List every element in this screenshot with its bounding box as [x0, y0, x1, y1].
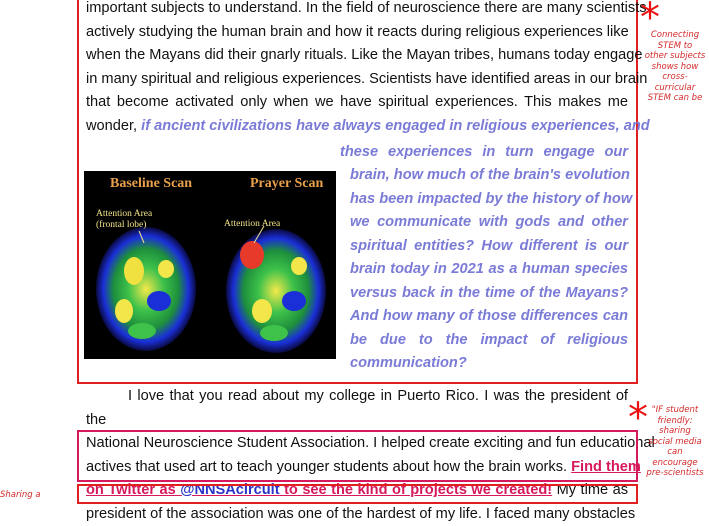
text-line: in many spiritual and religious experiences. Scientists have identified areas in our brain	[86, 68, 628, 92]
attention-area-label-right: Attention Area	[224, 219, 280, 230]
note-line: other subjects	[641, 51, 709, 62]
question-line: we communicate with gods and other	[350, 211, 628, 235]
note-line: "IF student	[643, 405, 707, 416]
question-text: if ancient civilizations have always engaged in religious experiences, and	[141, 118, 650, 134]
text-line: important subjects to understand. In the field of neuroscience there are many scientists	[86, 0, 628, 21]
question-line: these experiences in turn engage our	[340, 141, 628, 165]
margin-note-social	[643, 405, 707, 479]
question-line: brain, how much of the brain's evolution	[350, 164, 628, 188]
note-line: sharing	[643, 426, 707, 437]
text-plain: actives that used art to teach younger students about how the brain works.	[86, 459, 571, 475]
text-plain: My time as	[552, 482, 628, 498]
feedback-box-paragraph2	[77, 484, 638, 504]
margin-note-stem	[641, 30, 709, 104]
margin-note-left: Sharing a	[0, 490, 70, 501]
note-line: cross-	[641, 72, 709, 83]
note-line: curricular	[641, 83, 709, 94]
question-continuation	[340, 141, 628, 165]
text-line: I love that you read about my college in Puerto Rico. I was the president of the	[86, 385, 628, 432]
note-line: pre-scientists	[643, 468, 707, 479]
asterisk-mark: *	[628, 398, 648, 438]
brain-scan-graphic	[84, 171, 336, 359]
question-line: has been impacted by the history of how	[350, 188, 628, 212]
paragraph-1	[86, 0, 628, 138]
attention-area-text: Attention Area	[96, 209, 152, 220]
note-line: social media	[643, 437, 707, 448]
brain-scan-image	[84, 171, 336, 359]
note-line: encourage	[643, 458, 707, 469]
link-text: on Twitter as	[86, 482, 180, 498]
note-line: Connecting	[641, 30, 709, 41]
text-line: National Neuroscience Student Association. I helped create exciting and fun educational	[86, 432, 628, 456]
question-line: And how many of those differences can	[350, 305, 628, 329]
text-line: president of the association was one of the hardest of my life. I faced many obstacles	[86, 503, 628, 526]
question-continuation-lower	[350, 164, 628, 376]
frontal-lobe-text: (frontal lobe)	[96, 220, 152, 231]
note-line: friendly:	[643, 416, 707, 427]
wonder-prefix: wonder,	[86, 118, 141, 134]
baseline-scan-title: Baseline Scan	[110, 176, 192, 192]
text-line: that become activated only when we have spiritual experiences. This makes me	[86, 91, 628, 115]
attention-area-label-left	[96, 209, 152, 231]
asterisk-mark: *	[640, 0, 660, 38]
feedback-box-social	[77, 430, 638, 482]
link-text: to see the kind of projects we created!	[280, 482, 553, 498]
twitter-handle: @NNSAcircuit	[180, 482, 279, 498]
question-line: be due to the impact of religious	[350, 329, 628, 353]
question-line: versus back in the time of the Mayans?	[350, 282, 628, 306]
note-line: shows how	[641, 62, 709, 73]
note-line: STEM to	[641, 41, 709, 52]
note-line: can	[643, 447, 707, 458]
text-line: when the Mayans did their gnarly rituals. Like the Mayan tribes, humans today engage	[86, 44, 628, 68]
text-line: actively studying the human brain and how it reacts during religious experiences like	[86, 21, 628, 45]
note-line: STEM can be	[641, 93, 709, 104]
twitter-link-part1[interactable]: Find them	[571, 459, 641, 475]
question-line: brain today in 2021 as a human species	[350, 258, 628, 282]
question-line-last: communication?	[350, 352, 628, 376]
text-line-wonder	[86, 115, 628, 139]
question-line: spiritual entities? How different is our	[350, 235, 628, 259]
prayer-scan-title: Prayer Scan	[250, 176, 323, 192]
